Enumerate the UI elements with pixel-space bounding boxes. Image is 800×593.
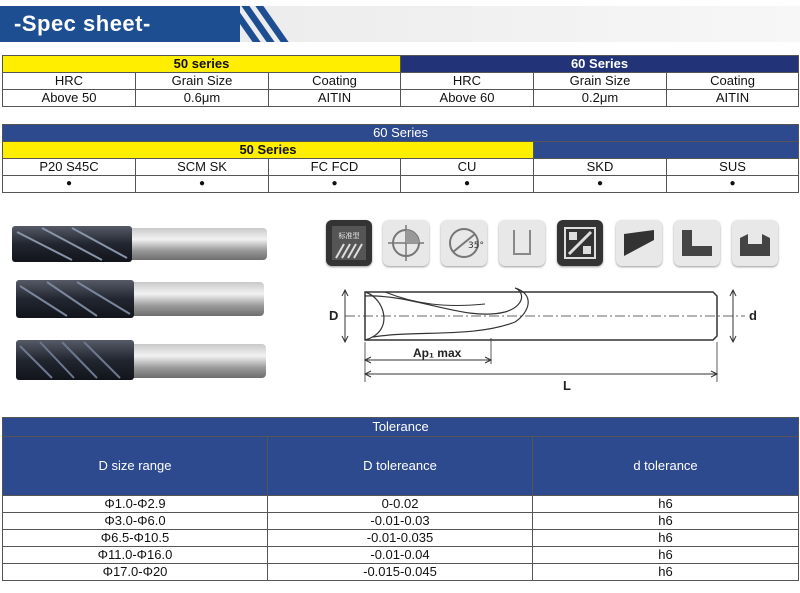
crosshair-icon — [383, 220, 429, 266]
material-mark: ● — [269, 176, 401, 193]
label-ap-max: Ap₁ max — [413, 346, 462, 360]
col-header: HRC — [3, 73, 136, 90]
tolerance-col-header: D tolereance — [268, 437, 533, 496]
table-row — [3, 547, 799, 564]
col-header: Grain Size — [534, 73, 667, 90]
label-L: L — [563, 378, 571, 393]
spec-table-series — [2, 55, 799, 107]
label-D: D — [329, 308, 339, 323]
table-cell: h6 — [533, 513, 799, 530]
table-cell: AITIN — [667, 90, 799, 107]
page-title: -Spec sheet- — [14, 11, 151, 36]
label-d: d — [749, 308, 757, 323]
material-mark: ● — [667, 176, 799, 193]
table-cell: Above 50 — [3, 90, 136, 107]
table-cell: AITIN — [269, 90, 401, 107]
material-header: SCM SK — [136, 159, 269, 176]
table-cell: Above 60 — [401, 90, 534, 107]
table-row — [3, 530, 799, 547]
table-cell: 0.6μm — [136, 90, 269, 107]
material-header: CU — [401, 159, 534, 176]
material-header: P20 S45C — [3, 159, 136, 176]
series-50-bar: 50 Series — [3, 142, 534, 159]
series-60-header: 60 Series — [401, 56, 799, 73]
table-cell: 0-0.02 — [268, 496, 533, 513]
table-cell: -0.01-0.035 — [268, 530, 533, 547]
end-mill-photos — [12, 222, 272, 387]
table-cell: Φ1.0-Φ2.9 — [3, 496, 268, 513]
end-mill-1 — [12, 226, 267, 262]
angle-text: 35° — [468, 241, 484, 251]
table-cell: -0.01-0.03 — [268, 513, 533, 530]
material-header: SUS — [667, 159, 799, 176]
spec-sheet-header — [0, 0, 800, 46]
table-cell: -0.015-0.045 — [268, 564, 533, 581]
end-mill-drawing — [325, 282, 765, 400]
col-header: Coating — [269, 73, 401, 90]
corner-radius-icon — [557, 220, 603, 266]
tolerance-title: Tolerance — [3, 418, 799, 437]
end-mill-3 — [16, 340, 266, 380]
table-cell: Φ17.0-Φ20 — [3, 564, 268, 581]
table-cell: Φ11.0-Φ16.0 — [3, 547, 268, 564]
material-mark: ● — [534, 176, 667, 193]
tolerance-col-header: d tolerance — [533, 437, 799, 496]
table-cell: h6 — [533, 547, 799, 564]
material-header: FC FCD — [269, 159, 401, 176]
col-header: Grain Size — [136, 73, 269, 90]
grooving-icon — [732, 220, 778, 266]
material-header: SKD — [534, 159, 667, 176]
table-row — [3, 564, 799, 581]
table-cell: h6 — [533, 564, 799, 581]
end-mill-2 — [16, 280, 264, 318]
table-cell: Φ3.0-Φ6.0 — [3, 513, 268, 530]
material-mark: ● — [401, 176, 534, 193]
side-milling-icon — [616, 220, 662, 266]
helix-angle-icon — [441, 220, 487, 266]
header-stripe — [240, 6, 800, 42]
series-60-bar: 60 Series — [3, 125, 799, 142]
table-cell: h6 — [533, 496, 799, 513]
material-mark: ● — [136, 176, 269, 193]
series-60-fill — [534, 142, 799, 159]
table-row — [3, 513, 799, 530]
tolerance-col-header: D size range — [3, 437, 268, 496]
table-cell: 0.2μm — [534, 90, 667, 107]
table-cell: h6 — [533, 530, 799, 547]
table-cell: Φ6.5-Φ10.5 — [3, 530, 268, 547]
standard-type-icon — [326, 220, 372, 266]
badge-text: 标准型 — [338, 232, 360, 240]
material-mark: ● — [3, 176, 136, 193]
table-cell: -0.01-0.04 — [268, 547, 533, 564]
step-milling-icon — [674, 220, 720, 266]
spec-table-materials — [2, 124, 799, 193]
slot-icon — [499, 220, 545, 266]
table-row — [3, 496, 799, 513]
series-50-header: 50 series — [3, 56, 401, 73]
col-header: Coating — [667, 73, 799, 90]
col-header: HRC — [401, 73, 534, 90]
tolerance-table — [2, 417, 799, 581]
